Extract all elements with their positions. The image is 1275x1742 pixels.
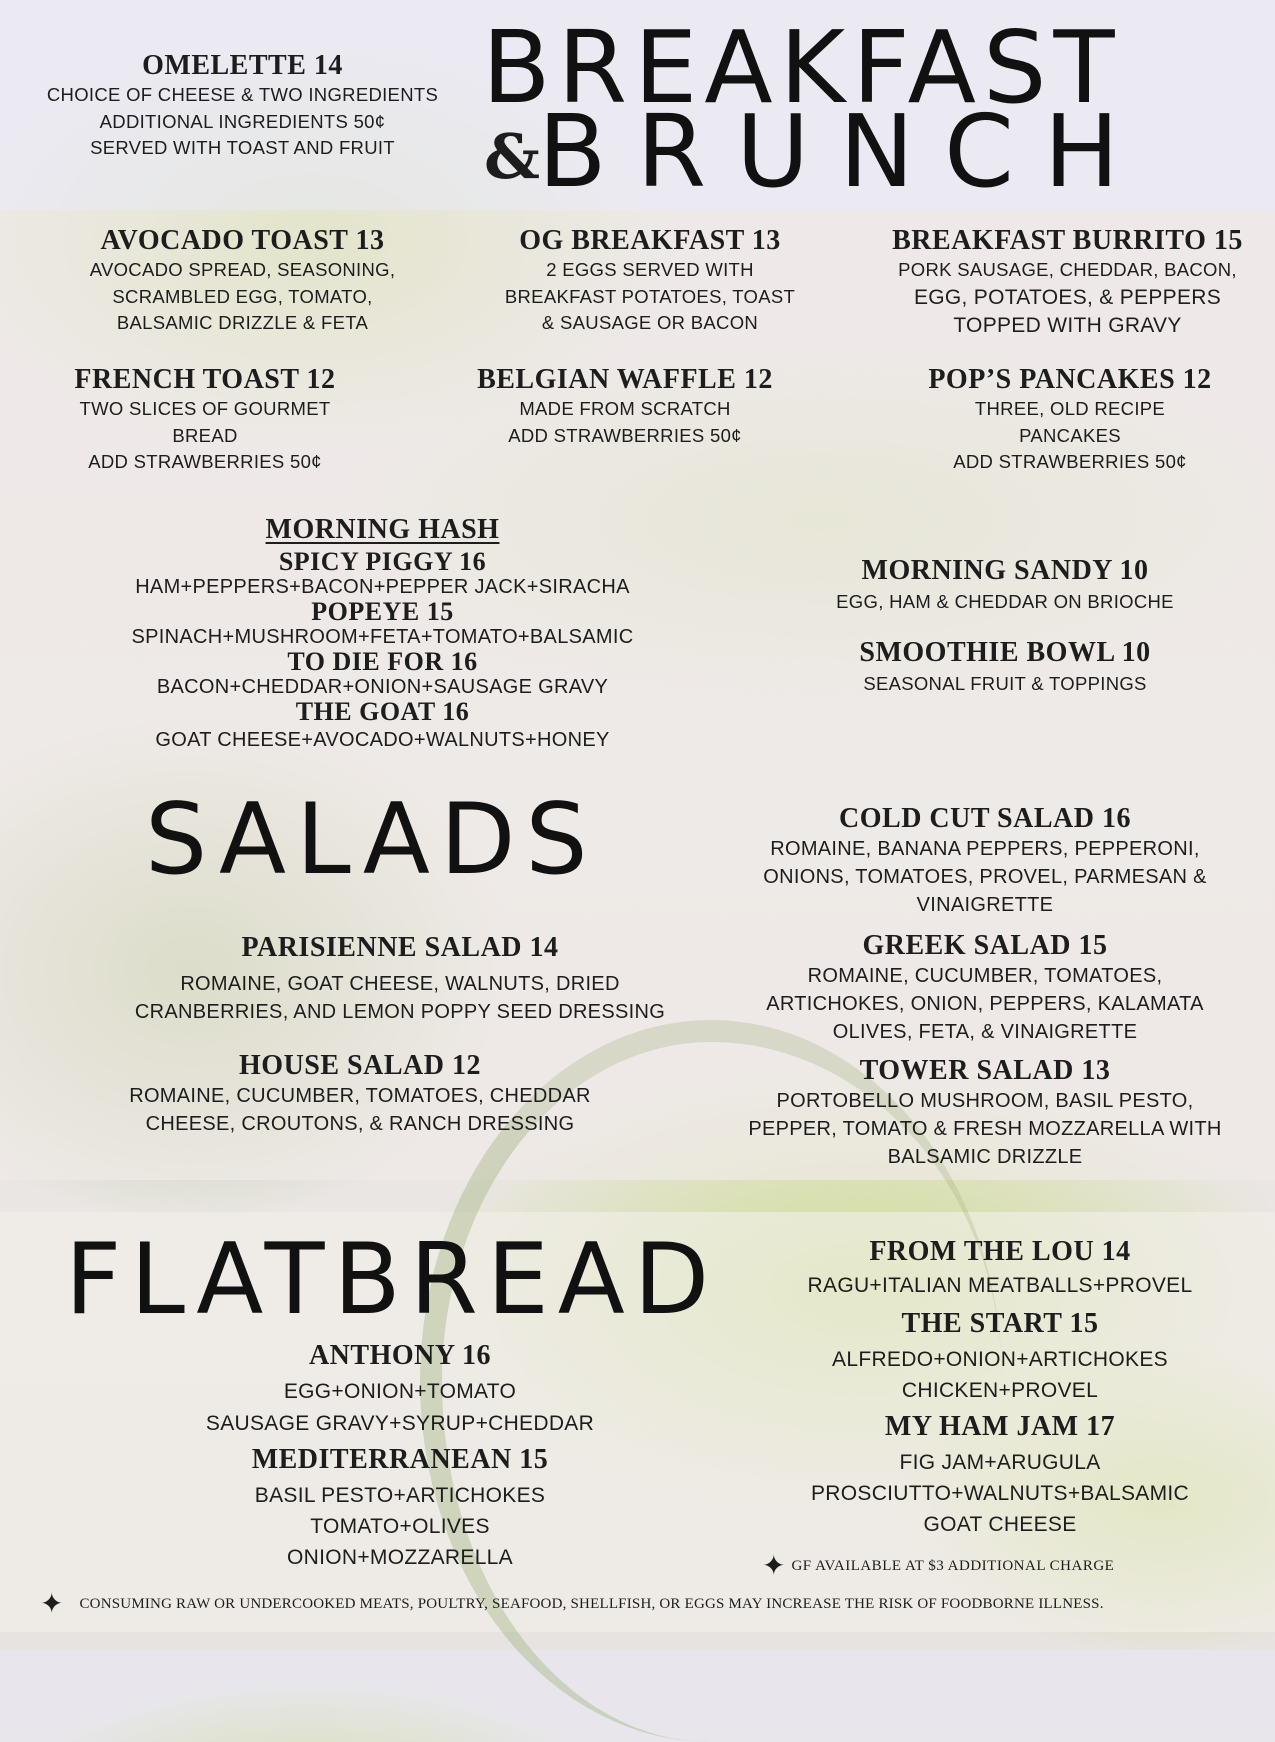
sparkle-icon: ✦ <box>40 1588 64 1619</box>
item-name: THE START 15 <box>901 1308 1099 1339</box>
menu-item-my-ham-jam <box>760 1411 1240 1540</box>
menu-item-belgian-waffle <box>440 364 810 449</box>
item-desc-line: & SAUSAGE OR BACON <box>541 312 759 333</box>
item-desc-line: PROSCIUTTO+WALNUTS+BALSAMIC <box>810 1482 1189 1505</box>
sparkle-icon: ✦ <box>762 1550 786 1581</box>
item-desc-line: ADDITIONAL INGREDIENTS 50¢ <box>99 110 386 132</box>
item-desc-line: 2 EGGS SERVED WITH <box>546 259 754 280</box>
menu-item-from-the-lou <box>760 1236 1240 1304</box>
item-name: FRENCH TOAST 12 <box>74 364 336 395</box>
item-desc-line: PORTOBELLO MUSHROOM, BASIL PESTO, <box>776 1090 1194 1112</box>
item-desc-line: ROMAINE, CUCUMBER, TOMATOES, CHEDDAR <box>129 1085 591 1107</box>
item-desc-line: BREAKFAST POTATOES, TOAST <box>504 285 796 307</box>
item-desc-line: VINAIGRETTE <box>916 894 1054 916</box>
item-name: AVOCADO TOAST 13 <box>100 225 385 256</box>
item-desc-line: ADD STRAWBERRIES 50¢ <box>953 451 1187 472</box>
item-name: POP’S PANCAKES 12 <box>928 364 1212 395</box>
item-desc-line: PANCAKES <box>1019 424 1121 446</box>
hash-item-desc: GOAT CHEESE+AVOCADO+WALNUTS+HONEY <box>155 729 610 751</box>
item-desc-line: ADD STRAWBERRIES 50¢ <box>88 451 322 472</box>
page-title-breakfast: BREAKFAST <box>482 9 1122 126</box>
item-desc-line: BALSAMIC DRIZZLE <box>887 1146 1083 1168</box>
item-desc-line: SERVED WITH TOAST AND FRUIT <box>90 137 395 158</box>
item-desc-line: SEASONAL FRUIT & TOPPINGS <box>863 673 1147 694</box>
item-name: FROM THE LOU 14 <box>869 1236 1131 1267</box>
item-desc-line: ROMAINE, GOAT CHEESE, WALNUTS, DRIED <box>180 973 620 995</box>
item-name: MY HAM JAM 17 <box>884 1411 1116 1442</box>
item-desc-line: TOPPED WITH GRAVY <box>953 313 1182 337</box>
item-desc-line: OLIVES, FETA, & VINAIGRETTE <box>832 1021 1138 1043</box>
menu-item-greek-salad <box>725 930 1245 1046</box>
disclaimer-text: CONSUMING RAW OR UNDERCOOKED MEATS, POULTRY, SEAFOOD, SHELLFISH, OR EGGS MAY INCREASE THE RISK OF FOODBORNE ILLNESS. <box>79 1595 1104 1612</box>
item-name: MEDITERRANEAN 15 <box>251 1444 549 1475</box>
morning-hash-section <box>70 514 695 754</box>
menu-item-cold-cut-salad <box>725 803 1245 919</box>
item-desc-line: EGG+ONION+TOMATO <box>283 1380 517 1403</box>
hash-item-desc: SPINACH+MUSHROOM+FETA+TOMATO+BALSAMIC <box>131 626 634 648</box>
item-desc-line: TOMATO+OLIVES <box>310 1515 490 1538</box>
menu-item-parisienne-salad <box>95 932 705 1026</box>
item-name: TOWER SALAD 13 <box>859 1055 1111 1086</box>
item-desc-line: ONION+MOZZARELLA <box>287 1546 513 1569</box>
hash-item-name: POPEYE 15 <box>311 597 454 626</box>
menu-item-anthony <box>140 1340 660 1440</box>
item-desc-line: FIG JAM+ARUGULA <box>899 1451 1101 1474</box>
item-desc-line: ARTICHOKES, ONION, PEPPERS, KALAMATA <box>766 993 1204 1015</box>
item-desc-line: CHEESE, CROUTONS, & RANCH DRESSING <box>145 1113 575 1135</box>
hash-item-desc: HAM+PEPPERS+BACON+PEPPER JACK+SIRACHA <box>135 576 630 598</box>
ampersand: & <box>484 120 540 193</box>
item-name: ANTHONY 16 <box>308 1340 492 1371</box>
hash-item-name: TO DIE FOR 16 <box>287 647 478 676</box>
menu-item-french-toast <box>25 364 385 476</box>
item-name: BELGIAN WAFFLE 12 <box>477 364 773 395</box>
item-name: BREAKFAST BURRITO 15 <box>892 225 1243 256</box>
item-desc-line: THREE, OLD RECIPE <box>974 398 1166 419</box>
item-desc-line: PORK SAUSAGE, CHEDDAR, BACON, <box>898 259 1237 280</box>
omelette-item <box>20 50 465 162</box>
item-desc-line: SAUSAGE GRAVY+SYRUP+CHEDDAR <box>205 1412 595 1435</box>
gf-note-text: GF AVAILABLE AT $3 ADDITIONAL CHARGE <box>791 1557 1115 1574</box>
menu-item-house-salad <box>90 1050 630 1138</box>
menu-item-pops-pancakes <box>890 364 1250 476</box>
item-desc-line: MADE FROM SCRATCH <box>519 398 731 419</box>
item-name: GREEK SALAD 15 <box>862 930 1108 961</box>
menu-item-mediterranean <box>140 1444 660 1573</box>
menu-item-tower-salad <box>725 1055 1245 1171</box>
menu-item-avocado-toast <box>40 225 445 337</box>
item-desc-line: AVOCADO SPREAD, SEASONING, <box>89 259 396 280</box>
item-desc-line: BASIL PESTO+ARTICHOKES <box>254 1484 546 1507</box>
item-desc-line: TWO SLICES OF GOURMET <box>79 398 331 419</box>
hash-item-desc: BACON+CHEDDAR+ONION+SAUSAGE GRAVY <box>156 676 609 698</box>
item-desc-line: CRANBERRIES, AND LEMON POPPY SEED DRESSING <box>134 1001 666 1023</box>
item-desc-line: BALSAMIC DRIZZLE & FETA <box>116 312 369 333</box>
item-desc-line: BREAD <box>172 424 238 446</box>
page-title-brunch: BRUNCH <box>538 93 1150 210</box>
item-name: OG BREAKFAST 13 <box>519 225 781 256</box>
section-title-salads: SALADS <box>145 783 598 897</box>
menu-item-the-start <box>760 1308 1240 1406</box>
item-name: COLD CUT SALAD 16 <box>839 803 1131 834</box>
section-heading-morning-hash: MORNING HASH <box>265 514 500 545</box>
item-desc-line: ROMAINE, CUCUMBER, TOMATOES, <box>807 965 1163 987</box>
menu-item-morning-sandy <box>790 555 1220 617</box>
item-desc-line: ROMAINE, BANANA PEPPERS, PEPPERONI, <box>770 838 1200 860</box>
item-name: OMELETTE 14 <box>142 50 343 81</box>
item-name: PARISIENNE SALAD 14 <box>241 932 559 963</box>
menu-item-breakfast-burrito <box>865 225 1270 340</box>
item-desc-line: EGG, POTATOES, & PEPPERS <box>913 285 1222 309</box>
gf-note <box>762 1552 1182 1580</box>
item-desc-line: EGG, HAM & CHEDDAR ON BRIOCHE <box>836 591 1174 612</box>
item-desc-line: SCRAMBLED EGG, TOMATO, <box>112 285 373 307</box>
item-desc-line: ADD STRAWBERRIES 50¢ <box>508 424 742 446</box>
item-name: MORNING SANDY 10 <box>861 555 1149 586</box>
menu-item-og-breakfast <box>460 225 840 337</box>
item-desc-line: GOAT CHEESE <box>923 1513 1077 1536</box>
menu-item-smoothie-bowl <box>790 637 1220 699</box>
item-name: SMOOTHIE BOWL 10 <box>859 637 1151 668</box>
section-title-flatbread: FLATBREAD <box>65 1223 719 1337</box>
item-desc-line: ONIONS, TOMATOES, PROVEL, PARMESAN & <box>763 866 1207 888</box>
item-desc-line: CHICKEN+PROVEL <box>901 1379 1099 1402</box>
item-name: HOUSE SALAD 12 <box>239 1050 481 1081</box>
item-desc-line: RAGU+ITALIAN MEATBALLS+PROVEL <box>807 1274 1193 1297</box>
hash-item-name: SPICY PIGGY 16 <box>278 547 487 576</box>
disclaimer <box>40 1590 1270 1618</box>
item-desc-line: CHOICE OF CHEESE & TWO INGREDIENTS <box>46 84 439 105</box>
hash-item-name: THE GOAT 16 <box>295 697 470 726</box>
item-desc-line: PEPPER, TOMATO & FRESH MOZZARELLA WITH <box>748 1118 1222 1140</box>
item-desc-line: ALFREDO+ONION+ARTICHOKES <box>832 1348 1168 1371</box>
